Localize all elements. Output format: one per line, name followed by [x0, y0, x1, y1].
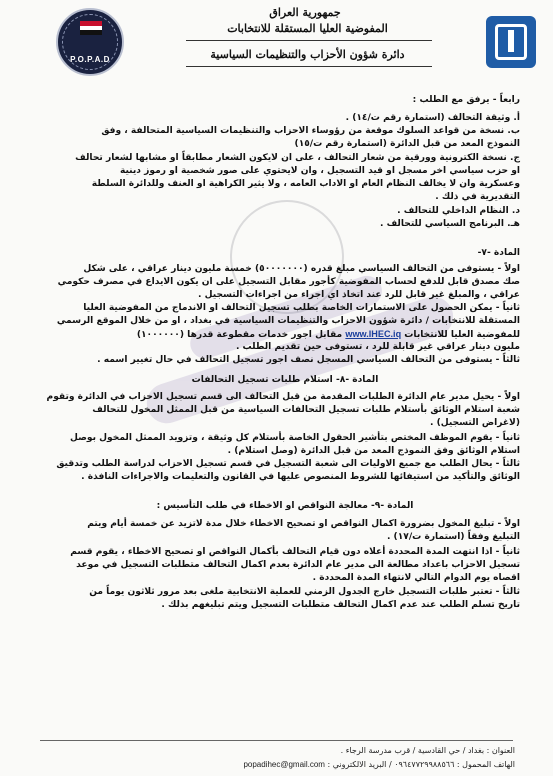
paragraph-line: ثانياً - يقوم الموظف المختص بتأشير الحقول الخاصة بأستلام كل وثيقة ، وتزويد الممثل المخول بوصل [69, 433, 520, 443]
paragraph-line: شعبة استلام الوثائق بأستلام طلبات تسجيل التحالفات السياسية من قبل الممثل المخول للتحالف [92, 405, 520, 415]
section-heading: رابعاً - يرفق مع الطلب : [412, 95, 520, 105]
list-item: هـ. البرنامج السياسي للتحالف . [379, 219, 520, 229]
email-link[interactable]: popadihec@gmail.com [243, 760, 325, 769]
paragraph-line: اقصاه يوم الدوام التالي لانتهاء المدة المحددة . [312, 573, 520, 583]
paragraph-line: عراقي ، والمبلغ غير قابل للرد عند اتخاذ اي اجراء من اجراءات التسجيل . [198, 290, 520, 300]
paragraph-line: استلام الوثائق وفق النموذج المعد من قبل الدائرة (وصل استلام) . [227, 446, 520, 456]
list-item: ب. نسخة من قواعد السلوك موقعة من رؤوساء الاحزاب والتنظيمات السياسية المتحالفة ، وفق [101, 126, 520, 136]
iraq-flag-icon [80, 21, 102, 35]
paragraph-line: اولاً - يحيل مدير عام الدائرة الطلبات المقدمة من قبل التحالف الى قسم تسجيل الاحزاب في الدائرة وتقوم [46, 392, 520, 402]
list-item: د. النظام الداخلي للتحالف . [397, 206, 520, 216]
header-commission: المفوضية العليا المستقلة للانتخابات [227, 22, 388, 35]
list-item-continuation: وعسكرية وان لا يخالف النظام العام او الاداب العامه ، ولا يثير الكراهية او العنف وللدائرة السلطة [91, 179, 520, 189]
footer-address: العنوان : بغداد / حي القادسية / قرب مدرسة الرجاء . [340, 746, 515, 755]
paragraph-line: ثالثاً - تعتبر طلبات التسجيل خارج الجدول الزمني للعملية الانتخابية ملغى بعد مرور ثلاثون يوماً من [89, 587, 520, 597]
ihec-logo-icon [486, 16, 536, 68]
phone-number: ٠٩٦٤٧٧٢٩٩٨٨٥٦٦ [394, 760, 455, 769]
paragraph-line: ثالثاً - يستوفى من التحالف السياسي المسجل نصف اجور تسجيل التحالف في حال تغيير اسمه . [97, 355, 520, 365]
article-heading: المادة -٨- استلام طلبات تسجيل التحالفات [191, 375, 379, 385]
paragraph-line: ثانياً - اذا انتهت المدة المحددة أعلاه دون قيام التحالف بأكمال النواقص او تصحيح الاخطاء ، يقوم قسم [70, 547, 520, 557]
header-divider [186, 66, 432, 67]
paragraph-line: ثالثاً - يحال الطلب مع جميع الاوليات الى شعبة التسجيل في قسم تسجيل الاحزاب لدراسة الطلب وتدقيق [56, 459, 520, 469]
paragraph-line: تاريخ تسلم الطلب عند عدم اكمال التحالف متطلبات التسجيل ويتم تبليغهم بذلك . [161, 600, 520, 610]
paragraph-line [137, 328, 520, 341]
header-divider [186, 40, 432, 41]
email-label: / البريد الالكتروني : [327, 760, 392, 769]
paragraph-line: مليون دينار عراقي غير قابلة للرد ، تستوفى حين تقديم الطلب . [235, 342, 520, 352]
header-country: جمهورية العراق [269, 6, 341, 19]
paragraph-line: صك مصدق قابل للدفع لحساب المفوضية كأجور مقابل التسجيل على ان يكون الايداع في مصرف حكومي [57, 277, 520, 287]
list-item-continuation: التقديرية في ذلك . [435, 192, 520, 202]
seal-text: P.O.P.A.D [70, 55, 110, 64]
ihec-website-link[interactable]: www.IHEC.iq [345, 329, 402, 339]
paragraph-line: ثانياً - يمكن الحصول على الاستمارات الخاصة بطلب تسجيل التحالف او الاندماج من المفوضية العليا [83, 303, 520, 313]
header-department: دائرة شؤون الأحزاب والتنظيمات السياسية [210, 48, 405, 61]
letterhead [0, 0, 553, 92]
paragraph-fragment: مقابل اجور خدمات مقطوعة قدرها (١٠٠٠٠٠٠) [136, 330, 343, 340]
footer-contact [243, 760, 515, 769]
paragraph-fragment: للمفوضية العليا للانتخابات [404, 330, 520, 340]
list-item: أ. وثيقة التحالف (استمارة رقم ت/١٤) . [345, 113, 520, 123]
article-heading: المادة -٩- معالجة النواقص او الاخطاء في طلب التأسيس : [156, 501, 414, 511]
paragraph-line: التبليغ وفقاً (استمارة ت/١٧) . [386, 532, 520, 542]
paragraph-line: الوثائق والتأكيد من استيفائها للشروط المنصوص عليها في القانون والتعليمات والاجراءات النافذة . [81, 472, 520, 482]
list-item: ج. نسخة الكترونية وورقية من شعار التحالف ، على ان لايكون الشعار مطابقاً او مشابها لشعار تحالف [75, 153, 520, 163]
popad-seal [56, 8, 124, 76]
paragraph-line: تسجيل الاحزاب باعداد مطالعة الى مدير عام الدائرة بعدم اكمال التحالف متطلبات التسجيل في موعد [76, 560, 520, 570]
phone-label: الهاتف المحمول : [456, 760, 515, 769]
article-heading: المادة -٧- [477, 248, 520, 258]
paragraph-line: المستقلة للانتخابات / دائرة شؤون الاحزاب والتنظيمات السياسية في بغداد ، او من خلال الموقع الرسمي [56, 316, 520, 326]
list-item-continuation: او حزب سياسي اخر مسجل او قيد التسجيل ، وان لايحتوي على صور شخصية او رموز دينية [119, 166, 520, 176]
paragraph-line: (لاغراض التسجيل) . [430, 418, 520, 428]
list-item-continuation: النموذج المعد من قبل الدائرة (استمارة رقم ت/١٥) [294, 139, 520, 149]
paragraph-line: اولاً - يستوفى من التحالف السياسي مبلغ قدره (٥٠٠٠٠٠٠٠) خمسة مليون دينار عراقي ، على شكل [83, 264, 520, 274]
footer-divider [40, 740, 513, 741]
paragraph-line: اولاً - تبليغ المخول بضرورة اكمال النواقص او تصحيح الاخطاء خلال مدة لاتزيد عن خمسة أيام ويتم [87, 519, 520, 529]
